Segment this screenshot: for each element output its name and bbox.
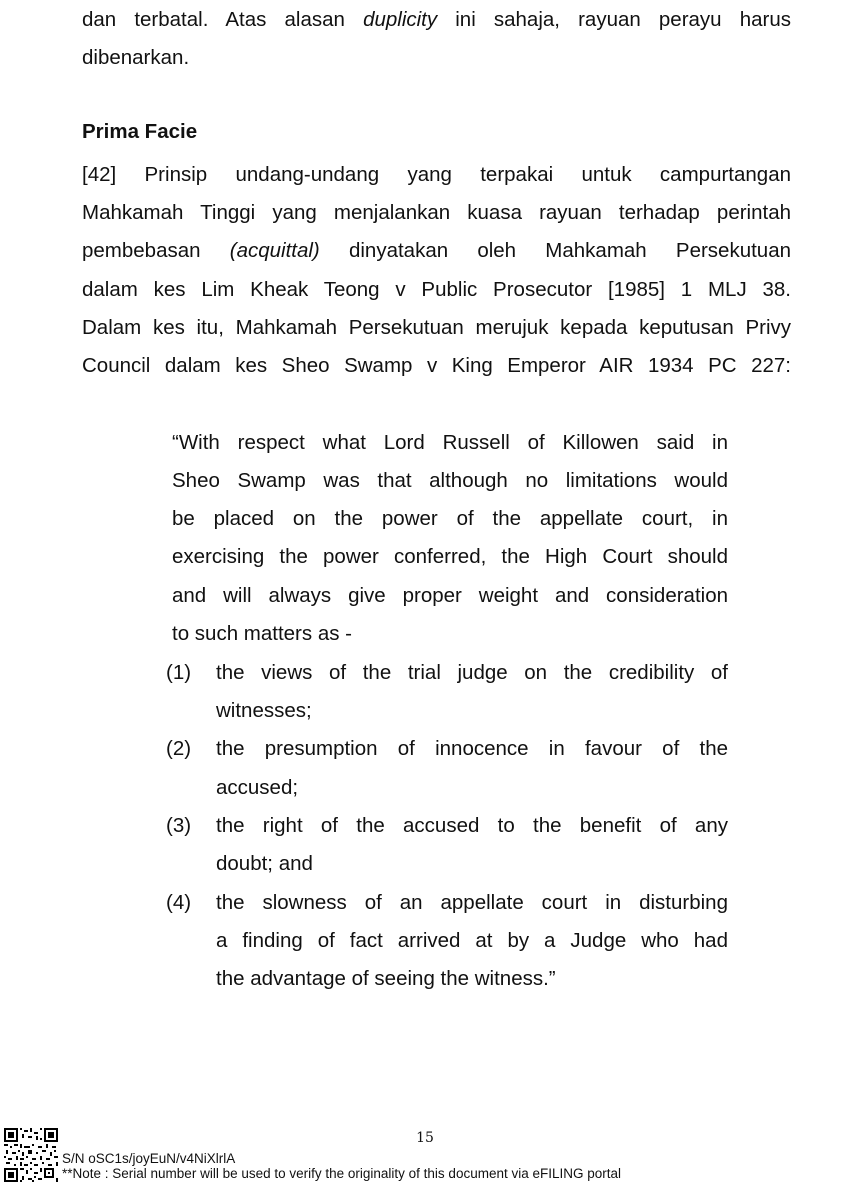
quote-line: to such matters as - (172, 622, 353, 645)
list-item-line: the right of the accused to the benefit of any (216, 814, 728, 837)
list-item-line: the advantage of seeing the witness.” (216, 967, 556, 990)
paragraph-top-line-2: dibenarkan. (82, 46, 190, 69)
text-fragment: dinyatakan oleh Mahkamah Persekutuan (319, 239, 791, 262)
list-item-line: accused; (216, 776, 299, 799)
list-item-number: (3) (166, 814, 192, 837)
serial-number: S/N oSC1s/joyEuN/v4NiXlrlA (62, 1151, 236, 1166)
paragraph-42-line-1: [42] Prinsip undang-undang yang terpakai untuk campurtangan (82, 163, 791, 186)
quote-line: Sheo Swamp was that although no limitations would (172, 469, 728, 492)
paragraph-top-line-1 (82, 1, 791, 39)
paragraph-42-line-3 (82, 232, 791, 270)
quote-line: and will always give proper weight and consideration (172, 584, 728, 607)
list-item-line: a finding of fact arrived at by a Judge who had (216, 929, 728, 952)
italic-term: (acquittal) (229, 239, 320, 262)
list-item-line: the presumption of innocence in favour of the (216, 737, 728, 760)
text-fragment: dan terbatal. Atas alasan (82, 8, 364, 31)
section-heading: Prima Facie (82, 120, 198, 143)
paragraph-42-line-5: Dalam kes itu, Mahkamah Persekutuan merujuk kepada keputusan Privy (82, 316, 791, 339)
list-item-number: (2) (166, 737, 192, 760)
footer-note: **Note : Serial number will be used to verify the originality of this document via eFILING portal (62, 1166, 622, 1181)
list-item-line: the views of the trial judge on the credibility of (216, 661, 728, 684)
paragraph-42-line-4: dalam kes Lim Kheak Teong v Public Prosecutor [1985] 1 MLJ 38. (82, 278, 791, 301)
text-fragment: ini sahaja, rayuan perayu harus (437, 8, 791, 31)
list-item-line: witnesses; (216, 699, 312, 722)
paragraph-42-line-6: Council dalam kes Sheo Swamp v King Emperor AIR 1934 PC 227: (82, 354, 791, 377)
paragraph-42-line-2: Mahkamah Tinggi yang menjalankan kuasa rayuan terhadap perintah (82, 201, 791, 224)
quote-line: “With respect what Lord Russell of Killowen said in (172, 431, 728, 454)
italic-term: duplicity (363, 8, 438, 31)
qr-code-icon (4, 1128, 58, 1182)
list-item-line: the slowness of an appellate court in disturbing (216, 891, 728, 914)
quote-line: exercising the power conferred, the High Court should (172, 545, 728, 568)
list-item-number: (1) (166, 661, 192, 684)
text-fragment: pembebasan (82, 239, 230, 262)
quote-line: be placed on the power of the appellate court, in (172, 507, 728, 530)
page-number: 15 (416, 1130, 434, 1146)
list-item-number: (4) (166, 891, 192, 914)
list-item-line: doubt; and (216, 852, 313, 875)
